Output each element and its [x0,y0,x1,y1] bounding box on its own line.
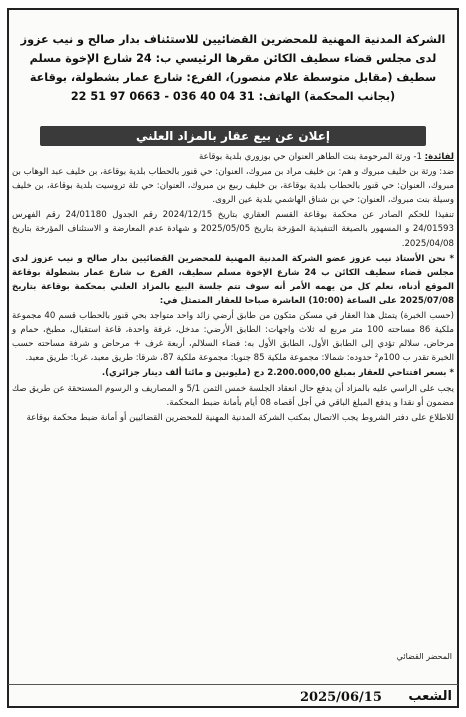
beneficiary-label: لفائدة: [424,152,454,162]
footer-divider [8,684,458,685]
property-description-paragraph: (حسب الخبرة) يتمثل هذا العقار في مسكن متكون من طابق أرضي زائد واحد متواجد بحي قنور بالحطاب قسم 40 مجموعة ملكية 86 مساحته 100 متر مربع له ثلاث واجهات: الطابق الأرضي: مدخل، غرفة واحدة، قاعة استقبال، مطبخ، حمام و مرحاض، سلالم تؤدي إلى الطابق الأول، الطابق الأول به: فضاء السلالم، أربعة غرف + مرحاض و شرفة مساحته حسب الخبرة تقدر ب 100م² حدوده: شمالا: مجموعة ملكية 85 جنوبا: مجموعة ملكية 87، شرقا: طريق معبد، غربا: طريق معبد. [12,311,454,364]
conditions-paragraph: للاطلاع على دفتر الشروط يجب الاتصال بمكتب الشركة المدنية المهنية للمحضرين القضائيين أو أمانة ضبط محكمة بوقاعة [26,412,454,423]
newspaper-name: الشعب [408,689,452,704]
payment-terms-paragraph: يجب على الراسي عليه بالمزاد أن يدفع حال انعقاد الجلسة خمس الثمن 5/1 و المصاريف و الرسوم المستحقة عن طريق صك مضمون أو نقدا و يدفع المبلغ الباقي في أجل أقصاه 08 أيام بأمانة ضبط المحكمة. [12,383,454,408]
beneficiary-paragraph [12,150,454,164]
opening-price-paragraph: * بسعر افتتاحي للعقار بمبلغ 2.200.000,00 دج (مليونين و مائتا ألف دينار جزائري). [101,368,454,379]
judgment-paragraph: تنفيذا للحكم الصادر عن محكمة بوقاعة القسم العقاري بتاريخ 2024/12/15 رقم الجدول 24/01180 رقم الفهرس 24/01593 و المسهور بالصيغة التنفيذية المؤرخة بتاريخ 2025/05/05 و شهادة عدم المعارضة و الاستئناف المؤرخة بتاريخ 2025/04/08. [12,210,454,249]
signature-label: المحضر القضائي [396,652,452,661]
defendants-paragraph: ضد: ورثة بن خليف مبروك و هم: بن خليف مراد بن مبروك، العنوان: حي قنور بالحطاب بلدية بوقاعة، بن خليف عبد الوهاب بن مبروك، العنوان: حي قنور بالحطاب بلدية بوقاعة، بن خليف ربيع بن مبروك، العنوان: حي تلة تروسيت بلدية بوقاعة، بن خليف وسيلة بنت مبروك، العنوان: حي بن شناق الهاشمي بلدية عين الروى. [12,167,454,206]
auction-notice-paragraph: * نحن الأستاذ نيب عزوز عضو الشركة المدنية المهنية للمحضرين القضائيين بدار صالح و نيب عزوز لدى مجلس قضاء سطيف الكائن ب 24 شارع الإخوة مسلم سطيف، الفرع ب شارع عمار بشطولة بوقاعة الموقع أدناه، نعلم كل من يهمه الأمر أنه سوف تتم جلسة البيع بالمزاد العلني بمحكمة بوقاعة بتاريخ 2025/07/08 على الساعة (10:00) العاشرة صباحا للعقار المتمثل في: [12,253,454,306]
company-header: الشركة المدنية المهنية للمحضرين القضائيين للاستئناف بدار صالح و نيب عزوز لدى مجلس قضاء سطيف الكائن مقرها الرئيسي ب: 24 شارع الإخوة مسلم سطيف (مقابل متوسطة علام منصور)، الفرع: شارع عمار بشطولة، بوقاعة (بجانب المحكمة) الهاتف: 31 04 40 036 - 0663 97 51 22 [20,33,446,103]
beneficiary-text: 1- ورثة المرحومة بنت الطاهر العنوان حي بوزوري بلدية بوقاعة [199,152,422,162]
publication-date: 2025/06/15 [300,690,382,705]
announcement-title-banner: إعلان عن بيع عقار بالمزاد العلني [40,126,426,146]
announcement-body [12,150,454,426]
